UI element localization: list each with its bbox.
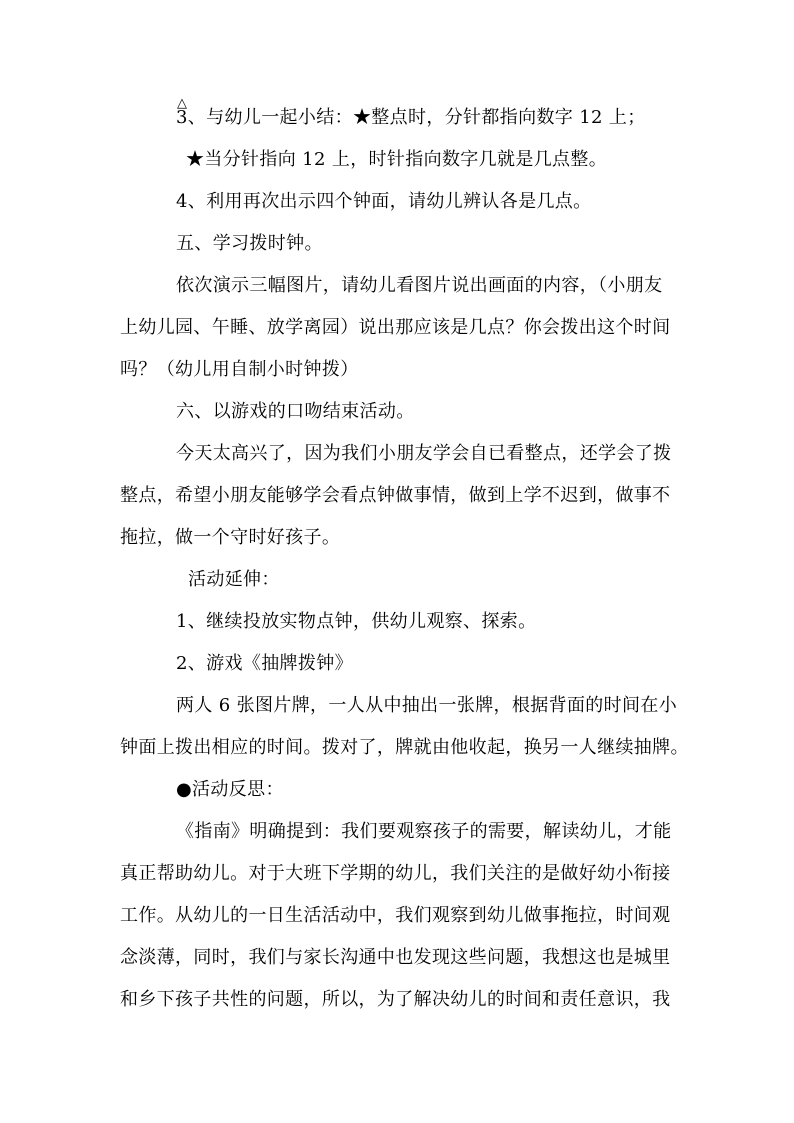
section-heading-6: 六、以游戏的口吻结束活动。 — [176, 401, 415, 422]
section-heading-5: 五、学习拨时钟。 — [176, 233, 323, 254]
paragraph-line: 工作。从幼儿的一日生活活动中，我们观察到幼儿做事拖拉，时间观 — [120, 905, 671, 926]
paragraph-line: 今天太高兴了，因为我们小朋友学会自已看整点，还学会了拨 — [176, 443, 672, 464]
paragraph-line: 拖拉，做一个守时好孩子。 — [120, 527, 341, 548]
paragraph-line: 两人 6 张图片牌，一人从中抽出一张牌，根据背面的时间在小 — [176, 695, 678, 716]
list-item: 2、游戏《抽牌拨钟》 — [176, 653, 353, 674]
paragraph-line: 念淡薄，同时，我们与家长沟通中也发现这些问题，我想这也是城里 — [120, 947, 671, 968]
list-item: 1、继续投放实物点钟，供幼儿观察、探索。 — [176, 611, 537, 632]
section-heading-extension: 活动延伸： — [188, 569, 280, 590]
text-line-summary-2: ★当分针指向 12 上，时针指向数字几就是几点整。 — [186, 149, 608, 170]
text-line-summary: 3、与幼儿一起小结：★整点时，分针都指向数字 12 上； — [176, 107, 646, 128]
paragraph-line: 吗？（幼儿用自制小时钟拨） — [120, 359, 359, 380]
paragraph-line: 整点，希望小朋友能够学会看点钟做事情，做到上学不迟到，做事不 — [120, 485, 671, 506]
text-line-step-4: 4、利用再次出示四个钟面，请幼儿辨认各是几点。 — [176, 191, 592, 212]
paragraph-line: 真正帮助幼儿。对于大班下学期的幼儿，我们关注的是做好幼小衔接 — [120, 863, 671, 884]
section-heading-reflection: ●活动反思： — [176, 779, 284, 800]
paragraph-line: 钟面上拨出相应的时间。拨对了，牌就由他收起，换另一人继续抽牌。 — [120, 737, 689, 758]
triangle-marker: △ — [177, 96, 187, 111]
paragraph-line: 和乡下孩子共性的问题，所以，为了解决幼儿的时间和责任意识，我 — [120, 989, 671, 1010]
paragraph-line: 上幼儿园、午睡、放学离园）说出那应该是几点？你会拨出这个时间 — [120, 317, 671, 338]
paragraph-line: 《指南》明确提到：我们要观察孩子的需要，解读幼儿，才能 — [176, 821, 672, 842]
paragraph-line: 依次演示三幅图片，请幼儿看图片说出画面的内容，（小朋友 — [176, 275, 663, 296]
